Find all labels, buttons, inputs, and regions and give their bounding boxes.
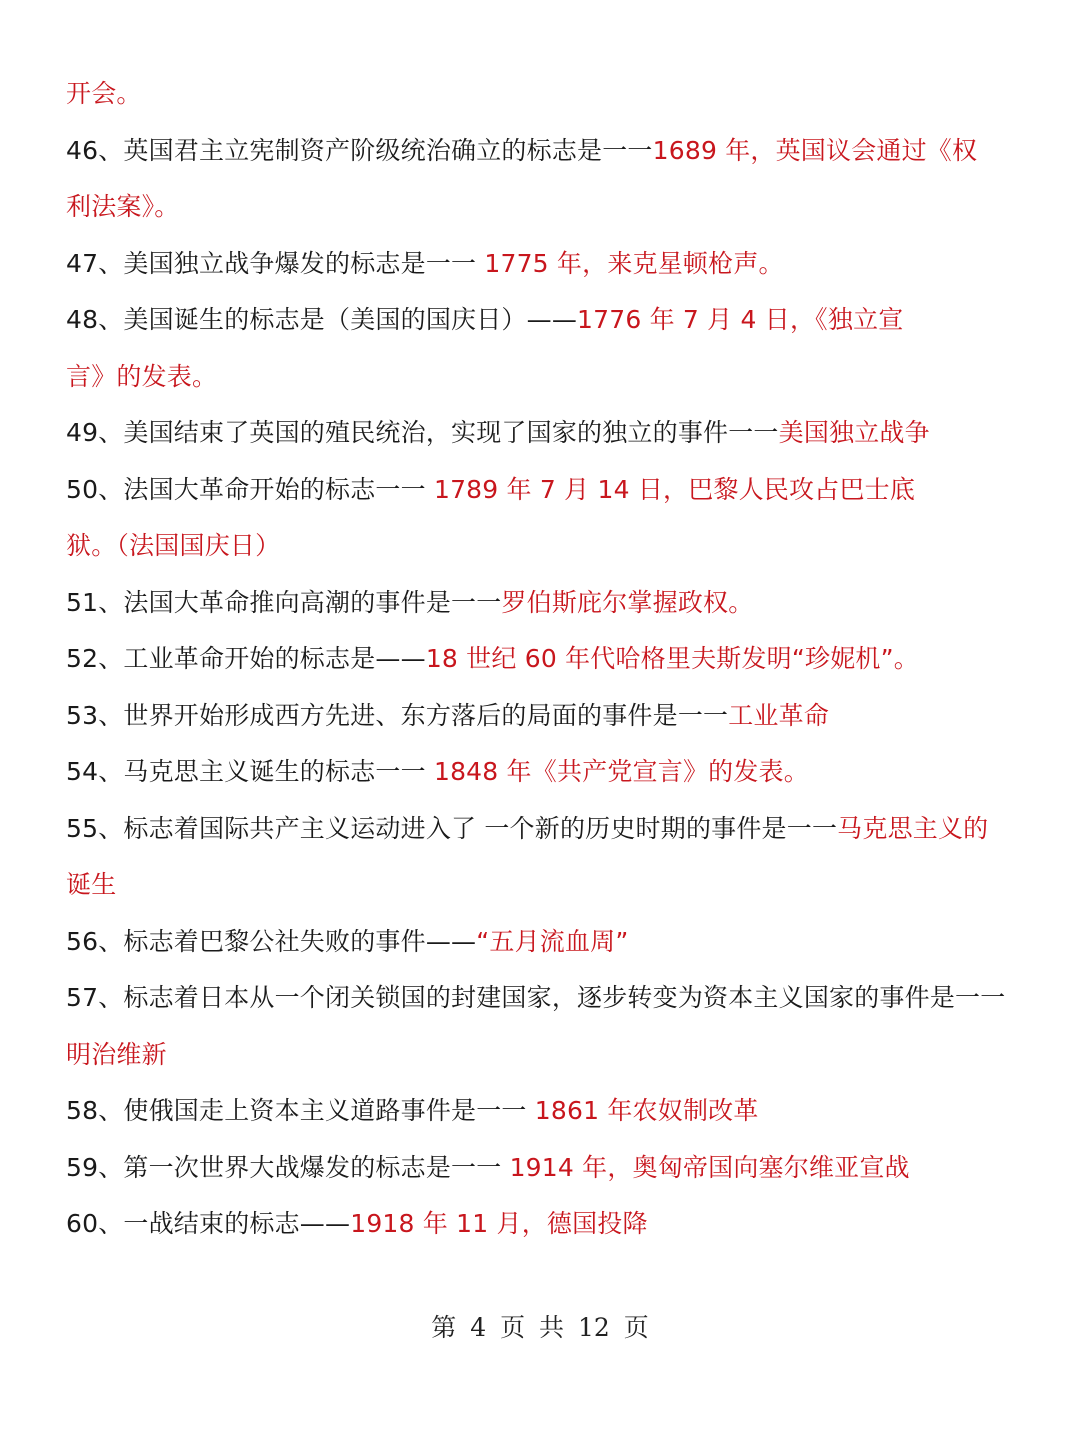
question-text: 50、法国大革命开始的标志一一 (66, 474, 426, 504)
list-item (66, 631, 1016, 688)
question-text: 55、标志着国际共产主义运动进入了 一个新的历史时期的事件是一一 (66, 813, 838, 843)
list-item (66, 349, 1016, 406)
answer-text: 1914 年，奥匈帝国向塞尔维亚宣战 (501, 1152, 910, 1182)
question-text: 51、法国大革命推向高潮的事件是一一 (66, 587, 502, 617)
list-item (66, 970, 1016, 1027)
answer-text: 1689 年，英国议会通过《权 (652, 135, 978, 165)
answer-text: 开会。 (66, 79, 142, 108)
answer-text: 1848 年《共产党宣言》的发表。 (425, 757, 809, 786)
question-text: 48、美国诞生的标志是（美国的国庆日）—— (66, 305, 578, 334)
question-text: 53、世界开始形成西方先进、东方落后的局面的事件是一一 (66, 700, 729, 730)
question-text: 56、标志着巴黎公社失败的事件—— (66, 926, 477, 956)
question-text: 52、工业革命开始的标志是—— (66, 644, 426, 673)
list-item (66, 1196, 1016, 1253)
list-item (66, 123, 1016, 180)
answer-text: “五月流血周” (476, 926, 629, 956)
list-item (66, 801, 1016, 858)
list-item (66, 1140, 1016, 1197)
question-text: 57、标志着日本从一个闭关锁国的封建国家，逐步转变为资本主义国家的事件是一一 (66, 983, 1006, 1012)
answer-text: 1775 年，来克星顿枪声。 (476, 248, 784, 278)
list-item (66, 292, 1016, 349)
answer-text: 明治维新 (66, 1039, 167, 1069)
answer-text: 1918 年 11 月，德国投降 (350, 1209, 648, 1238)
list-item (66, 688, 1016, 745)
list-item (66, 857, 1016, 914)
page-number: 第 4 页 共 12 页 (431, 1313, 649, 1342)
list-item (66, 66, 1016, 123)
question-text: 46、英国君主立宪制资产阶级统治确立的标志是一一 (66, 135, 653, 165)
answer-text: 1861 年农奴制改革 (526, 1096, 759, 1125)
answer-text: 利法案》。 (66, 192, 180, 221)
question-text: 47、美国独立战争爆发的标志是一一 (66, 248, 477, 278)
list-item (66, 744, 1016, 801)
list-item (66, 462, 1016, 519)
list-item (66, 179, 1016, 236)
answer-text: 工业革命 (728, 700, 830, 730)
answer-text: 18 世纪 60 年代哈格里夫斯发明“珍妮机”。 (425, 644, 919, 673)
answer-text: 罗伯斯庇尔掌握政权。 (501, 587, 754, 617)
question-list (66, 66, 1016, 1253)
list-item (66, 1027, 1016, 1084)
answer-text: 1776 年 7 月 4 日，《独立宣 (577, 305, 904, 334)
list-item (66, 914, 1016, 971)
list-item (66, 405, 1016, 462)
answer-text: 1789 年 7 月 14 日，巴黎人民攻占巴士底 (425, 474, 916, 504)
list-item (66, 575, 1016, 632)
question-text: 58、使俄国走上资本主义道路事件是一一 (66, 1096, 527, 1125)
question-text: 54、马克思主义诞生的标志一一 (66, 757, 426, 786)
answer-text: 诞生 (66, 870, 117, 899)
list-item (66, 236, 1016, 293)
list-item (66, 518, 1016, 575)
question-text: 60、一战结束的标志—— (66, 1209, 351, 1238)
answer-text: 美国独立战争 (778, 418, 930, 447)
answer-text: 马克思主义的 (837, 813, 989, 843)
answer-text: 言》的发表。 (66, 361, 218, 391)
answer-text: 狱。（法国国庆日） (66, 531, 281, 560)
list-item (66, 1083, 1016, 1140)
question-text: 49、美国结束了英国的殖民统治，实现了国家的独立的事件一一 (66, 418, 779, 447)
question-text: 59、第一次世界大战爆发的标志是一一 (66, 1152, 502, 1182)
